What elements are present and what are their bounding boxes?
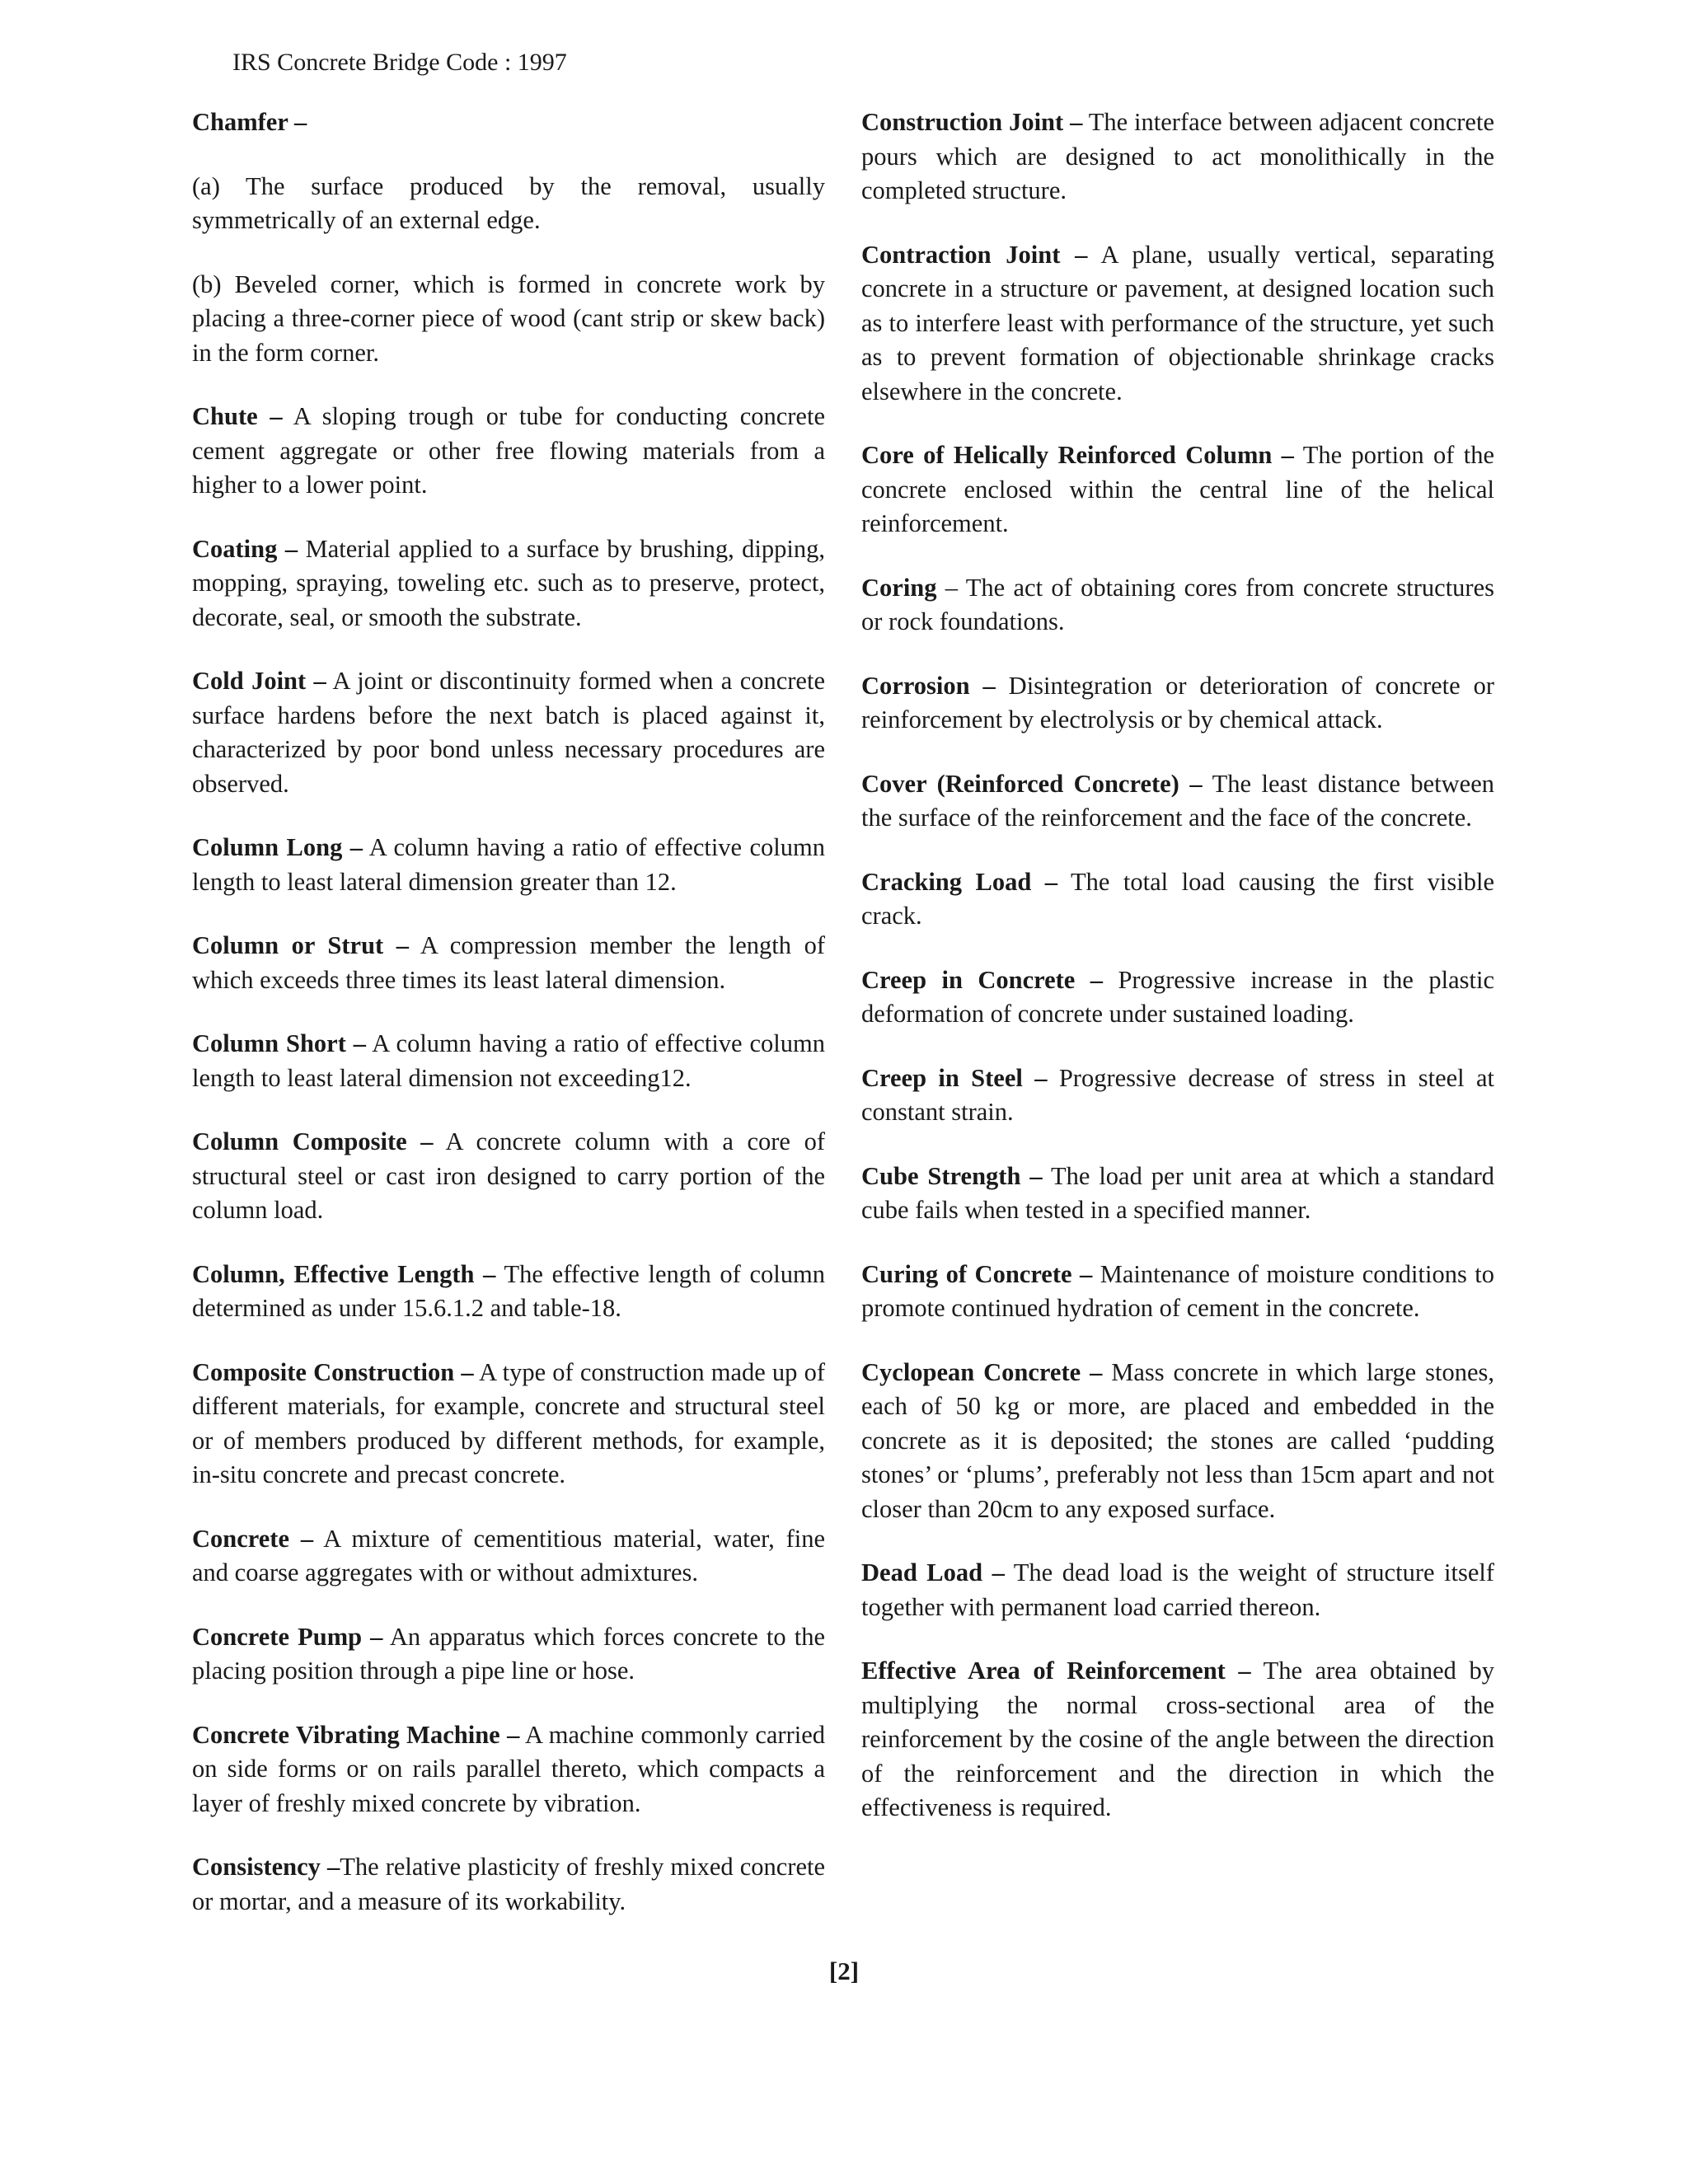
term-column-composite: Column Composite –: [192, 1127, 434, 1155]
definition-cyclopean-concrete: Mass concrete in which large stones, each of 50 kg or more, are placed and embedded in the concrete as it is deposited; the stones are called ‘pudding stones’ or ‘plums’, preferably not less than 15cm apart and not closer than 20cm to any exposed surface.: [861, 1357, 1495, 1523]
term-coating: Coating –: [192, 534, 298, 563]
entry-column-long: [192, 831, 825, 899]
entry-creep-in-steel: [861, 1062, 1494, 1130]
definition-effective-area-of-reinforcement: The area obtained by multiplying the normal cross-sectional area of the reinforcement by the cosine of the angle between the direction of the reinforcement and the direction in which the effectiveness is required.: [861, 1657, 1494, 1821]
term-curing-of-concrete: Curing of Concrete –: [861, 1259, 1093, 1288]
definition-column-effective-length: The effective length of column determined as under 15.6.1.2 and table-18.: [192, 1259, 825, 1322]
entry-composite-construction: [192, 1356, 825, 1493]
definition-cover: The least distance between the surface of the reinforcement and the face of the concrete.: [861, 769, 1494, 832]
entry-chamfer: [192, 105, 825, 140]
definition-creep-in-steel: Progressive decrease of stress in steel at constant strain.: [861, 1063, 1495, 1126]
term-creep-in-steel: Creep in Steel –: [861, 1063, 1048, 1092]
entry-coating: [192, 532, 825, 635]
term-consistency: Consistency –: [192, 1853, 340, 1881]
term-construction-joint: Construction Joint –: [861, 108, 1083, 136]
entry-coring: [861, 571, 1494, 640]
term-cover: Cover (Reinforced Concrete) –: [861, 769, 1203, 798]
term-creep-in-concrete: Creep in Concrete –: [861, 965, 1104, 994]
definition-curing-of-concrete: Maintenance of moisture conditions to promote continued hydration of cement in the concrete.: [861, 1259, 1494, 1322]
running-header: IRS Concrete Bridge Code : 1997: [232, 49, 567, 76]
entry-cyclopean-concrete: [861, 1356, 1494, 1527]
entry-concrete: [192, 1522, 825, 1591]
page-number: [2]: [828, 1957, 860, 1985]
entry-concrete-pump: [192, 1620, 825, 1689]
definition-core-helically-reinforced-column: The portion of the concrete enclosed within the central line of the helical reinforcement.: [861, 441, 1494, 537]
definition-column-short: A column having a ratio of effective column length to least lateral dimension not exceeding12.: [192, 1029, 825, 1092]
definition-concrete-pump: An apparatus which forces concrete to the placing position through a pipe line or hose.: [192, 1622, 825, 1685]
entry-cold-joint: [192, 664, 825, 801]
term-chute: Chute –: [192, 402, 283, 430]
definition-corrosion: Disintegration or deterioration of concrete or reinforcement by electrolysis or by chemical attack.: [861, 671, 1494, 733]
entry-dead-load: [861, 1556, 1494, 1624]
term-cyclopean-concrete: Cyclopean Concrete –: [861, 1357, 1103, 1386]
definition-creep-in-concrete: Progressive increase in the plastic deformation of concrete under sustained loading.: [861, 965, 1494, 1028]
term-contraction-joint: Contraction Joint –: [861, 240, 1088, 269]
entry-cracking-load: [861, 865, 1494, 934]
entry-column-or-strut: [192, 929, 825, 997]
term-effective-area-of-reinforcement: Effective Area of Reinforcement –: [861, 1657, 1251, 1685]
definition-cracking-load: The total load causing the first visible crack.: [861, 867, 1494, 930]
term-concrete-pump: Concrete Pump –: [192, 1622, 383, 1651]
definition-cube-strength: The load per unit area at which a standard cube fails when tested in a specified manner.: [861, 1161, 1494, 1224]
definition-column-or-strut: A compression member the length of which exceeds three times its least lateral dimension.: [192, 931, 825, 994]
entry-chamfer-a: (a) The surface produced by the removal, usually symmetrically of an external edge.: [192, 171, 825, 234]
entry-consistency: [192, 1850, 825, 1919]
entry-construction-joint: [861, 105, 1494, 209]
term-column-long: Column Long –: [192, 833, 363, 861]
term-column-short: Column Short –: [192, 1029, 367, 1057]
entry-column-effective-length: [192, 1258, 825, 1326]
term-concrete-vibrating-machine: Concrete Vibrating Machine –: [192, 1720, 520, 1749]
term-column-or-strut: Column or Strut –: [192, 931, 410, 959]
term-cube-strength: Cube Strength –: [861, 1161, 1043, 1190]
definition-concrete-vibrating-machine: A machine commonly carried on side forms or on rails parallel thereto, which compacts a layer of freshly mixed concrete by vibration.: [192, 1720, 825, 1817]
definition-chute: A sloping trough or tube for conducting concrete cement aggregate or other free flowing materials from a higher to a lower point.: [192, 402, 825, 499]
entry-chamfer-b: (b) Beveled corner, which is formed in concrete work by placing a three-corner piece of wood (cant strip or skew back) in the form corner.: [192, 269, 825, 367]
entry-column-composite: [192, 1125, 825, 1228]
entry-chute: [192, 400, 825, 503]
definition-consistency: The relative plasticity of freshly mixed concrete or mortar, and a measure of its workability.: [192, 1853, 825, 1915]
entry-corrosion: [861, 669, 1494, 738]
entry-core-helically-reinforced-column: [861, 438, 1494, 541]
definition-concrete: A mixture of cementitious material, water, fine and coarse aggregates with or without admixtures.: [192, 1524, 825, 1586]
entry-creep-in-concrete: [861, 963, 1494, 1032]
term-column-effective-length: Column, Effective Length –: [192, 1259, 496, 1288]
left-column: [192, 105, 825, 1948]
entry-contraction-joint: [861, 238, 1494, 410]
entry-effective-area-of-reinforcement: [861, 1654, 1494, 1825]
term-cracking-load: Cracking Load –: [861, 867, 1058, 896]
entry-column-short: [192, 1027, 825, 1095]
term-dead-load: Dead Load –: [861, 1558, 1005, 1586]
definition-contraction-joint: A plane, usually vertical, separating concrete in a structure or pavement, at designed location such as to interfere least with performance of the structure, yet such as to prevent formation of objectionable shrinkage cracks elsewhere in the concrete.: [861, 240, 1494, 405]
term-corrosion: Corrosion –: [861, 671, 996, 700]
definition-coating: Material applied to a surface by brushing, dipping, mopping, spraying, toweling etc. such as to preserve, protect, decorate, seal, or smooth the substrate.: [192, 534, 826, 631]
definition-coring: – The act of obtaining cores from concrete structures or rock foundations.: [861, 573, 1494, 635]
definition-column-composite: A concrete column with a core of structural steel or cast iron designed to carry portion of the column load.: [192, 1127, 826, 1224]
definition-cold-joint: A joint or discontinuity formed when a concrete surface hardens before the next batch is placed against it, characterized by poor bond unless necessary procedures are observed.: [192, 667, 825, 798]
entry-cube-strength: [861, 1160, 1494, 1228]
definition-composite-construction: A type of construction made up of different materials, for example, concrete and structural steel or of members produced by different methods, for example, in-situ concrete and precast concrete.: [192, 1357, 825, 1488]
term-cold-joint: Cold Joint –: [192, 667, 326, 695]
term-composite-construction: Composite Construction –: [192, 1357, 474, 1386]
entry-concrete-vibrating-machine: [192, 1718, 825, 1821]
entry-cover: [861, 767, 1494, 836]
definition-column-long: A column having a ratio of effective column length to least lateral dimension greater than 12.: [192, 833, 825, 896]
term-core-helically-reinforced-column: Core of Helically Reinforced Column –: [861, 441, 1294, 469]
entry-curing-of-concrete: [861, 1258, 1494, 1326]
definition-dead-load: The dead load is the weight of structure itself together with permanent load carried thereon.: [861, 1558, 1494, 1621]
term-coring: Coring: [861, 573, 937, 602]
term-chamfer: Chamfer –: [192, 108, 307, 136]
definition-construction-joint: The interface between adjacent concrete pours which are designed to act monolithically in the completed structure.: [861, 108, 1494, 204]
right-column: [861, 105, 1494, 1855]
term-concrete: Concrete –: [192, 1524, 314, 1553]
